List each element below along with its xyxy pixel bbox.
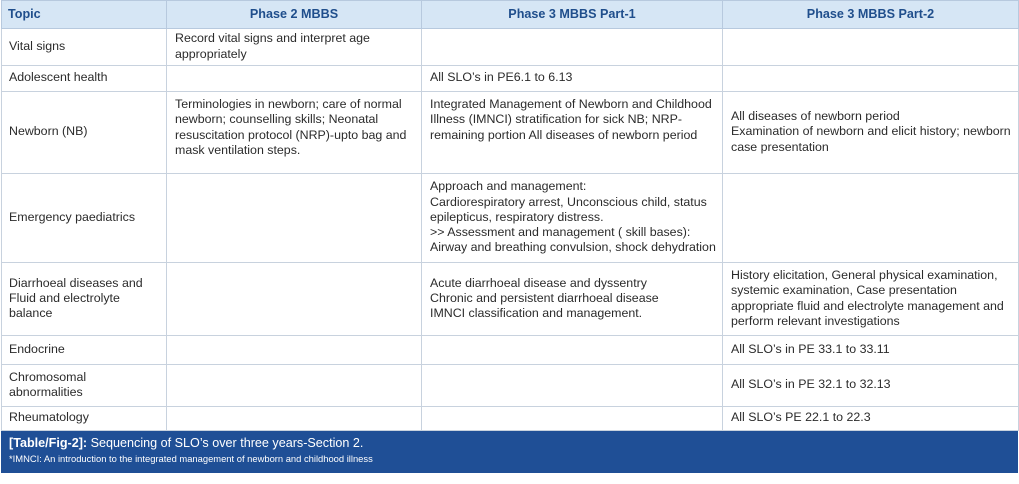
row-phase3-part1: Acute diarrhoeal disease and dyssentry Chronic and persistent diarrhoeal disease IMNCI classification and management.: [422, 263, 723, 336]
table-row: [2, 66, 1019, 92]
caption-label: [Table/Fig-2]:: [9, 436, 88, 450]
row-phase3-part2: [723, 29, 1019, 66]
row-topic: Vital signs: [2, 29, 167, 66]
row-phase2: [167, 365, 422, 407]
caption-footnote: *IMNCI: An introduction to the integrated management of newborn and childhood illness: [9, 453, 373, 464]
row-phase3-part2: All diseases of newborn period Examination of newborn and elicit history; newborn case presentation: [723, 92, 1019, 174]
row-phase3-part2: [723, 174, 1019, 263]
row-topic: Adolescent health: [2, 66, 167, 92]
row-topic: Emergency paediatrics: [2, 174, 167, 263]
header-phase3-part1: Phase 3 MBBS Part-1: [422, 1, 723, 29]
row-phase2: Record vital signs and interpret age appropriately: [167, 29, 422, 66]
row-topic: Chromosomal abnormalities: [2, 365, 167, 407]
row-topic: Newborn (NB): [2, 92, 167, 174]
row-topic: Rheumatology: [2, 407, 167, 431]
row-phase3-part2: All SLO’s PE 22.1 to 22.3: [723, 407, 1019, 431]
caption-text: Sequencing of SLO’s over three years-Section 2.: [87, 436, 364, 450]
row-phase3-part1: [422, 29, 723, 66]
row-phase3-part1: Approach and management: Cardiorespiratory arrest, Unconscious child, status epilepticus, respiratory distress. >> Assessment and management ( skill bases): Airway and breathing convulsion, shock dehydration: [422, 174, 723, 263]
header-topic: Topic: [2, 1, 167, 29]
row-phase3-part1: [422, 407, 723, 431]
row-phase3-part2: All SLO’s in PE 32.1 to 32.13: [723, 365, 1019, 407]
row-phase2: [167, 407, 422, 431]
table-row: [2, 336, 1019, 365]
row-phase2: Terminologies in newborn; care of normal newborn; counselling skills; Neonatal resuscitation protocol (NRP)-upto bag and mask ventilation steps.: [167, 92, 422, 174]
header-phase2: Phase 2 MBBS: [167, 1, 422, 29]
table-row: [2, 174, 1019, 263]
row-phase2: [167, 174, 422, 263]
table-header-row: [2, 1, 1019, 29]
caption-main: [9, 435, 1010, 452]
row-topic: Endocrine: [2, 336, 167, 365]
slo-table: [1, 0, 1019, 431]
table-row: [2, 29, 1019, 66]
row-phase3-part1: All SLO’s in PE6.1 to 6.13: [422, 66, 723, 92]
row-phase3-part1: [422, 365, 723, 407]
row-phase3-part1: Integrated Management of Newborn and Childhood Illness (IMNCI) stratification for sick NB; NRP-remaining portion All diseases of newborn period: [422, 92, 723, 174]
row-phase3-part1: [422, 336, 723, 365]
table-row: [2, 263, 1019, 336]
figure-caption: [1, 431, 1018, 473]
row-phase2: [167, 336, 422, 365]
header-phase3-part2: Phase 3 MBBS Part-2: [723, 1, 1019, 29]
row-phase3-part2: [723, 66, 1019, 92]
table-row: [2, 407, 1019, 431]
row-phase3-part2: History elicitation, General physical examination, systemic examination, Case presentation appropriate fluid and electrolyte management and perform relevant investigations: [723, 263, 1019, 336]
table-row: [2, 92, 1019, 174]
row-phase3-part2: All SLO’s in PE 33.1 to 33.11: [723, 336, 1019, 365]
table-row: [2, 365, 1019, 407]
slo-figure: [1, 0, 1018, 473]
row-topic: Diarrhoeal diseases and Fluid and electrolyte balance: [2, 263, 167, 336]
row-phase2: [167, 66, 422, 92]
row-phase2: [167, 263, 422, 336]
